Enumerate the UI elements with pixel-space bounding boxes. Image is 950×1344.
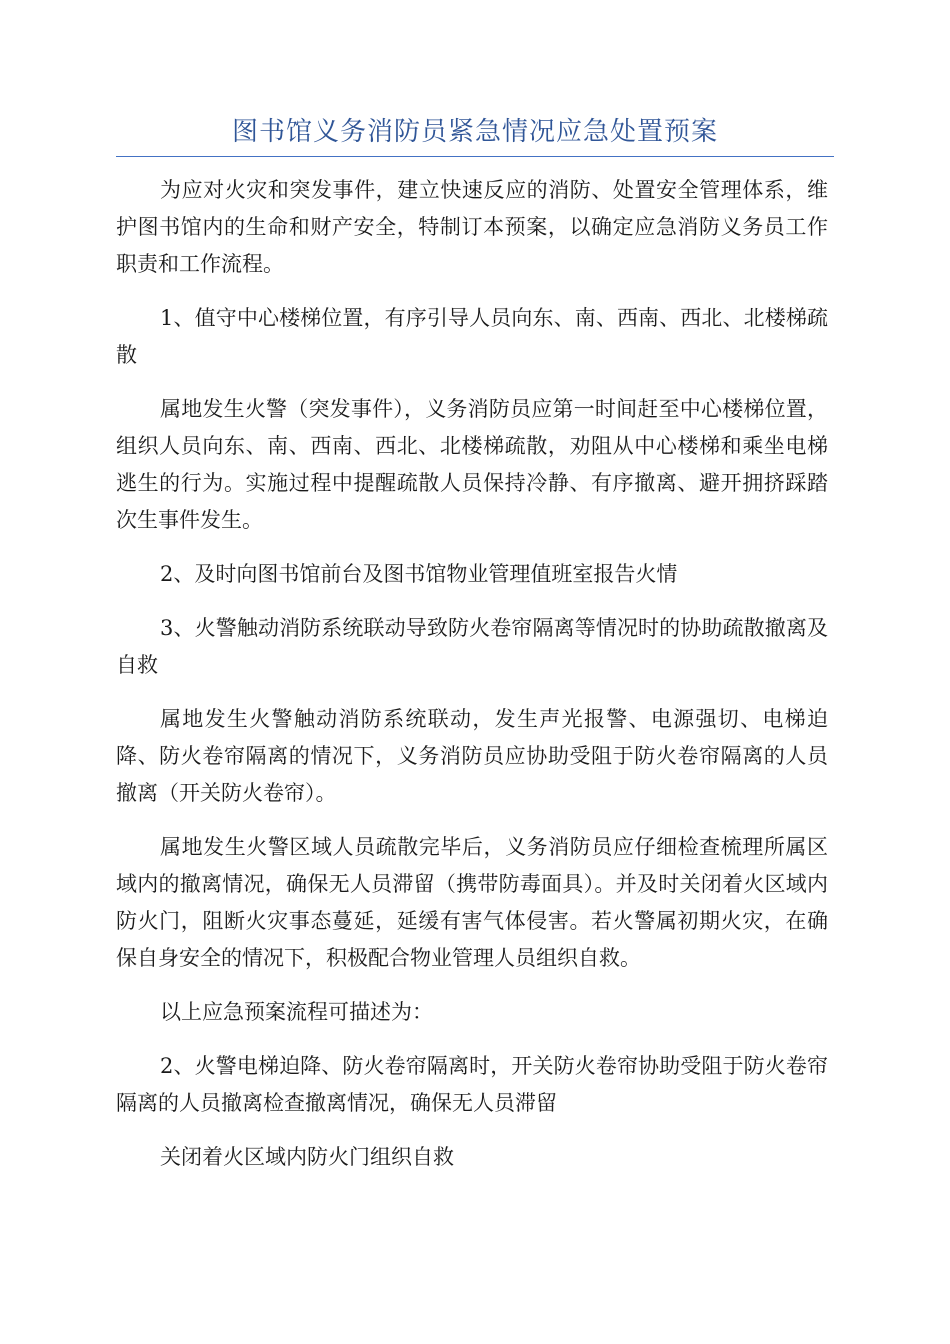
document-body — [116, 172, 828, 1193]
title-block — [116, 112, 834, 157]
paragraph-summary-final: 关闭着火区域内防火门组织自救 — [160, 1145, 454, 1169]
document-title: 图书馆义务消防员紧急情况应急处置预案 — [231, 117, 718, 147]
paragraph-evacuation: 属地发生火警（突发事件），义务消防员应第一时间赶至中心楼梯位置，组织人员向东、南、西南、西北、北楼梯疏散，劝阻从中心楼梯和乘坐电梯逃生的行为。实施过程中提醒疏散人员保持冷静、有序撤离、避开拥挤踩踏次生事件发生。 — [116, 397, 828, 532]
paragraph-summary-intro: 以上应急预案流程可描述为： — [160, 1000, 433, 1024]
paragraph-intro: 为应对火灾和突发事件，建立快速反应的消防、处置安全管理体系，维护图书馆内的生命和财产安全，特制订本预案，以确定应急消防义务员工作职责和工作流程。 — [116, 178, 828, 276]
paragraph-heading-2: 2、及时向图书馆前台及图书馆物业管理值班室报告火情 — [160, 562, 678, 586]
paragraph-linkage: 属地发生火警触动消防系统联动，发生声光报警、电源强切、电梯迫降、防火卷帘隔离的情况下，义务消防员应协助受阻于防火卷帘隔离的人员撤离（开关防火卷帘）。 — [116, 707, 828, 805]
paragraph-heading-3: 3、火警触动消防系统联动导致防火卷帘隔离等情况时的协助疏散撤离及自救 — [116, 616, 828, 677]
paragraph-heading-1: 1、值守中心楼梯位置，有序引导人员向东、南、西南、西北、北楼梯疏散 — [116, 306, 828, 367]
paragraph-inspection: 属地发生火警区域人员疏散完毕后，义务消防员应仔细检查梳理所属区域内的撤离情况，确保无人员滞留（携带防毒面具）。并及时关闭着火区域内防火门，阻断火灾事态蔓延，延缓有害气体侵害。若火警属初期火灾，在确保自身安全的情况下，积极配合物业管理人员组织自救。 — [116, 835, 828, 970]
paragraph-summary-step: 2、火警电梯迫降、防火卷帘隔离时，开关防火卷帘协助受阻于防火卷帘隔离的人员撤离检查撤离情况，确保无人员滞留 — [116, 1054, 828, 1115]
